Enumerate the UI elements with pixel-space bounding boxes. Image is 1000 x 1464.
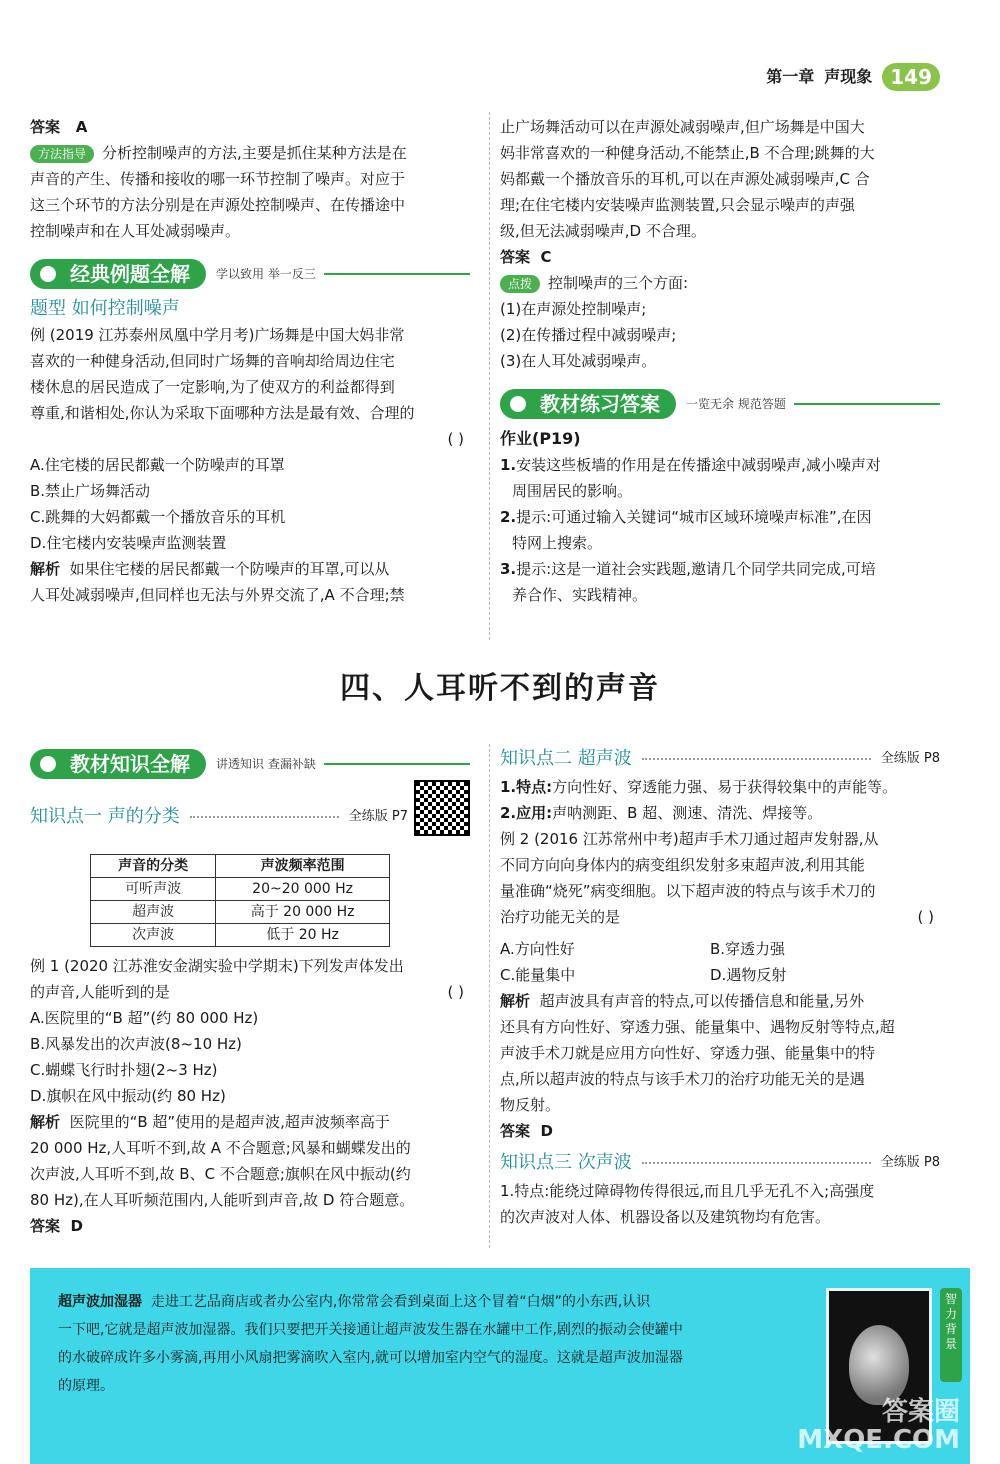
homework-1-line-1: 周围居民的影响。 xyxy=(512,482,633,500)
example2-line-1: 不同方向向身体内的病变组织发射多束超声波,利用其能 xyxy=(500,856,865,874)
homework-3-line-1: 养合作、实践精神。 xyxy=(512,586,648,604)
kp1-answer: 答案 D xyxy=(30,1217,83,1235)
analysis-line-1: 人耳处减弱噪声,但同样也无法与外界交流了,A 不合理;禁 xyxy=(30,586,405,604)
speaker-icon xyxy=(40,756,56,772)
method-line-1: 声音的产生、传播和接收的哪一环节控制了噪声。对应于 xyxy=(30,170,406,188)
table-header-row xyxy=(91,855,390,878)
section-bar-examples xyxy=(30,258,470,290)
kp1-analysis-line-2: 次声波,人耳听不到,故 B、C 不合题意;旗帜在风中振动(约 xyxy=(30,1165,411,1183)
humidifier-image-icon xyxy=(849,1325,909,1405)
option-c: C.跳舞的大妈都戴一个播放音乐的耳机 xyxy=(30,508,286,526)
table-row xyxy=(91,924,390,947)
tip-tag: 点拨 xyxy=(500,275,540,293)
kp2-dots xyxy=(642,758,871,760)
section-title-examples: 经典例题全解 xyxy=(30,259,206,289)
section-rule xyxy=(794,403,940,405)
humidifier-title: 超声波加湿器 xyxy=(58,1294,142,1310)
homework-3-line-0: 3.提示:这是一道社会实践题,邀请几个同学共同完成,可培 xyxy=(500,560,876,578)
answer-line-c: 答案 C xyxy=(500,248,552,266)
section-subtitle-examples: 学以致用 举一反三 xyxy=(216,267,316,281)
table-row xyxy=(91,901,390,924)
table-cell: 次声波 xyxy=(91,924,216,947)
table-cell: 可听声波 xyxy=(91,878,216,901)
kp1-ref: 全练版 P7 xyxy=(348,809,408,824)
analysis-line-0: 解析 如果住宅楼的居民都戴一个防噪声的耳罩,可以从 xyxy=(30,560,390,578)
example-paren: ( ) xyxy=(447,430,464,448)
kp2-item-1: 1.特点:方向性好、穿透能力强、易于获得较集中的声能等。 xyxy=(500,778,898,796)
example-line-1: 喜欢的一种健身活动,但同时广场舞的音响却给周边住宅 xyxy=(30,352,395,370)
chapter-title: 四、人耳听不到的声音 xyxy=(340,671,660,706)
humidifier-line-3: 的原理。 xyxy=(58,1378,114,1394)
right-column-bottom xyxy=(500,744,940,1230)
tip-line-2: (2)在传播过程中减弱噪声; xyxy=(500,326,677,344)
section-title-exercise: 教材练习答案 xyxy=(500,389,676,419)
kp1-analysis-line-0: 解析 医院里的“B 超”使用的是超声波,超声波频率高于 xyxy=(30,1113,390,1131)
right-column-top xyxy=(500,114,940,608)
section-subtitle-exercise: 一览无余 规范答题 xyxy=(686,397,786,411)
homework-1-line-0: 1.安装这些板墙的作用是在传播途中减弱噪声,减小噪声对 xyxy=(500,456,881,474)
qr-code-icon[interactable] xyxy=(414,780,470,836)
example-line-0: 例 (2019 江苏泰州凤凰中学月考)广场舞是中国大妈非常 xyxy=(30,326,405,344)
topic-label: 声现象 xyxy=(824,67,873,86)
kp1-analysis-line-3: 80 Hz),在人耳听频范围内,人能听到声音,故 D 符合题意。 xyxy=(30,1191,415,1209)
option-b: B.禁止广场舞活动 xyxy=(30,482,151,500)
humidifier-line-2: 的水破碎成许多小雾滴,再用小风扇把雾滴吹入室内,就可以增加室内空气的湿度。这就是超声波加湿器 xyxy=(58,1350,683,1366)
kp2-option-a: A.方向性好 xyxy=(500,940,575,958)
section-rule xyxy=(324,273,470,275)
humidifier-text xyxy=(58,1288,828,1400)
section-title-knowledge: 教材知识全解 xyxy=(30,749,206,779)
example2-line-0: 例 2 (2016 江苏常州中考)超声手术刀通过超声发射器,从 xyxy=(500,830,879,848)
analysis-label: 解析 xyxy=(30,560,61,578)
kp2-option-d: D.遇物反射 xyxy=(710,966,787,984)
continued-line-1: 妈非常喜欢的一种健身活动,不能禁止,B 不合理;跳舞的大 xyxy=(500,144,875,162)
continued-line-3: 理;在住宅楼内安装噪声监测装置,只会显示噪声的声强 xyxy=(500,196,855,214)
kp3-name: 知识点三 次声波 xyxy=(500,1152,632,1173)
table-row xyxy=(91,878,390,901)
kp2-analysis-line-4: 物反射。 xyxy=(500,1096,561,1114)
continued-line-0: 止广场舞活动可以在声源处减弱噪声,但广场舞是中国大 xyxy=(500,118,865,136)
watermark: 答案圈 MXQE.COM xyxy=(797,1397,960,1455)
tip-line-0: 点拨 控制噪声的三个方面: xyxy=(500,270,940,296)
table-header-cell: 声波频率范围 xyxy=(216,855,390,878)
homework-2-line-1: 特网上搜索。 xyxy=(512,534,603,552)
kp2-option-c: C.能量集中 xyxy=(500,966,576,984)
knowledge-point-2 xyxy=(500,744,940,774)
section-subtitle-knowledge: 讲透知识 查漏补缺 xyxy=(216,757,316,771)
humidifier-line-0: 超声波加湿器 走进工艺品商店或者办公室内,你常常会看到桌面上这个冒着“白烟”的小东西,认识 xyxy=(58,1294,651,1310)
example1-line-0: 例 1 (2020 江苏淮安金湖实验中学期末)下列发声体发出 xyxy=(30,957,404,975)
kp2-item-2: 2.应用:声呐测距、B 超、测速、清洗、焊接等。 xyxy=(500,804,823,822)
humidifier-line-1: 一下吧,它就是超声波加湿器。我们只要把开关接通让超声波发生器在水罐中工作,剧烈的振动会使罐中 xyxy=(58,1322,683,1338)
kp1-option-d: D.旗帜在风中振动(约 80 Hz) xyxy=(30,1087,226,1105)
continued-line-2: 妈都戴一个播放音乐的耳机,可以在声源处减弱噪声,C 合 xyxy=(500,170,870,188)
table-header-cell: 声音的分类 xyxy=(91,855,216,878)
example-line-3: 尊重,和谐相处,你认为采取下面哪种方法是最有效、合理的 xyxy=(30,404,415,422)
left-column-bottom xyxy=(30,748,470,1239)
knowledge-point-3 xyxy=(500,1148,940,1178)
answer-line: 答案 A xyxy=(30,118,88,136)
column-divider-top xyxy=(489,112,490,640)
section-bar-knowledge xyxy=(30,748,470,780)
table-cell: 超声波 xyxy=(91,901,216,924)
example2-line-2: 量准确“烧死”病变细胞。以下超声波的特点与该手术刀的 xyxy=(500,882,876,900)
kp2-analysis-line-3: 点,所以超声波的特点与该手术刀的治疗功能无关的是遇 xyxy=(500,1070,865,1088)
tip-line-3: (3)在人耳处减弱噪声。 xyxy=(500,352,657,370)
kp3-dots xyxy=(642,1162,871,1164)
kp2-analysis-line-2: 声波手术刀就是应用方向性好、穿透力强、能量集中的特 xyxy=(500,1044,876,1062)
example1-line-1: 的声音,人能听到的是 ( ) xyxy=(30,983,464,1001)
kp2-name: 知识点二 超声波 xyxy=(500,748,632,769)
kp2-analysis-line-0: 解析 超声波具有声音的特点,可以传播信息和能量,另外 xyxy=(500,992,865,1010)
kp2-ref: 全练版 P8 xyxy=(880,751,940,766)
chapter-label: 第一章 xyxy=(766,67,815,86)
example-line-2: 楼休息的居民造成了一定影响,为了使双方的利益都得到 xyxy=(30,378,395,396)
example2-line-3: 治疗功能无关的是 ( ) xyxy=(500,908,934,926)
page-number: 149 xyxy=(882,63,940,91)
continued-line-4: 级,但无法减弱噪声,D 不合理。 xyxy=(500,222,706,240)
kp1-name: 知识点一 声的分类 xyxy=(30,806,180,827)
table-cell: 低于 20 Hz xyxy=(216,924,390,947)
kp3-ref: 全练版 P8 xyxy=(880,1155,940,1170)
method-line-2: 这三个环节的方法分别是在声源处控制噪声、在传播途中 xyxy=(30,196,406,214)
topic-type: 题型 如何控制噪声 xyxy=(30,298,180,319)
kp2-option-b: B.穿透力强 xyxy=(710,940,786,958)
option-d: D.住宅楼内安装噪声监测装置 xyxy=(30,534,227,552)
tip-line-1: (1)在声源处控制噪声; xyxy=(500,300,647,318)
side-label: 智力背景 xyxy=(940,1288,962,1382)
table-cell: 高于 20 000 Hz xyxy=(216,901,390,924)
section-bar-exercise xyxy=(500,388,940,420)
speaker-icon xyxy=(510,396,526,412)
kp3-line-1: 的次声波对人体、机器设备以及建筑物均有危害。 xyxy=(500,1208,831,1226)
method-line-3: 控制噪声和在人耳处减弱噪声。 xyxy=(30,222,241,240)
kp3-line-0: 1.特点:能绕过障碍物传得很远,而且几乎无孔不入;高强度 xyxy=(500,1182,875,1200)
knowledge-point-1 xyxy=(30,802,470,832)
section-rule xyxy=(324,763,470,765)
kp1-option-c: C.蝴蝶飞行时扑翅(2~3 Hz) xyxy=(30,1061,218,1079)
sound-classification-table xyxy=(90,854,390,947)
kp1-option-a: A.医院里的“B 超”(约 80 000 Hz) xyxy=(30,1009,259,1027)
speaker-icon xyxy=(40,266,56,282)
method-line-0: 方法指导 分析控制噪声的方法,主要是抓住某种方法是在 xyxy=(30,140,470,166)
homework-title: 作业(P19) xyxy=(500,429,581,448)
left-column-top xyxy=(30,114,470,608)
kp1-option-b: B.风暴发出的次声波(8~10 Hz) xyxy=(30,1035,242,1053)
kp2-analysis-line-1: 还具有方向性好、穿透力强、能量集中、遇物反射等特点,超 xyxy=(500,1018,895,1036)
kp1-analysis-line-1: 20 000 Hz,人耳听不到,故 A 不合题意;风暴和蝴蝶发出的 xyxy=(30,1139,411,1157)
method-tag: 方法指导 xyxy=(30,145,94,163)
kp2-answer: 答案 D xyxy=(500,1122,553,1140)
kp1-dots xyxy=(190,816,339,818)
page-header xyxy=(766,62,940,92)
column-divider-bottom xyxy=(489,744,490,1248)
homework-2-line-0: 2.提示:可通过输入关键词“城市区域环境噪声标准”,在因 xyxy=(500,508,872,526)
option-a: A.住宅楼的居民都戴一个防噪声的耳罩 xyxy=(30,456,285,474)
kp2-options xyxy=(500,936,940,988)
table-cell: 20~20 000 Hz xyxy=(216,878,390,901)
background-info-box xyxy=(30,1268,970,1464)
